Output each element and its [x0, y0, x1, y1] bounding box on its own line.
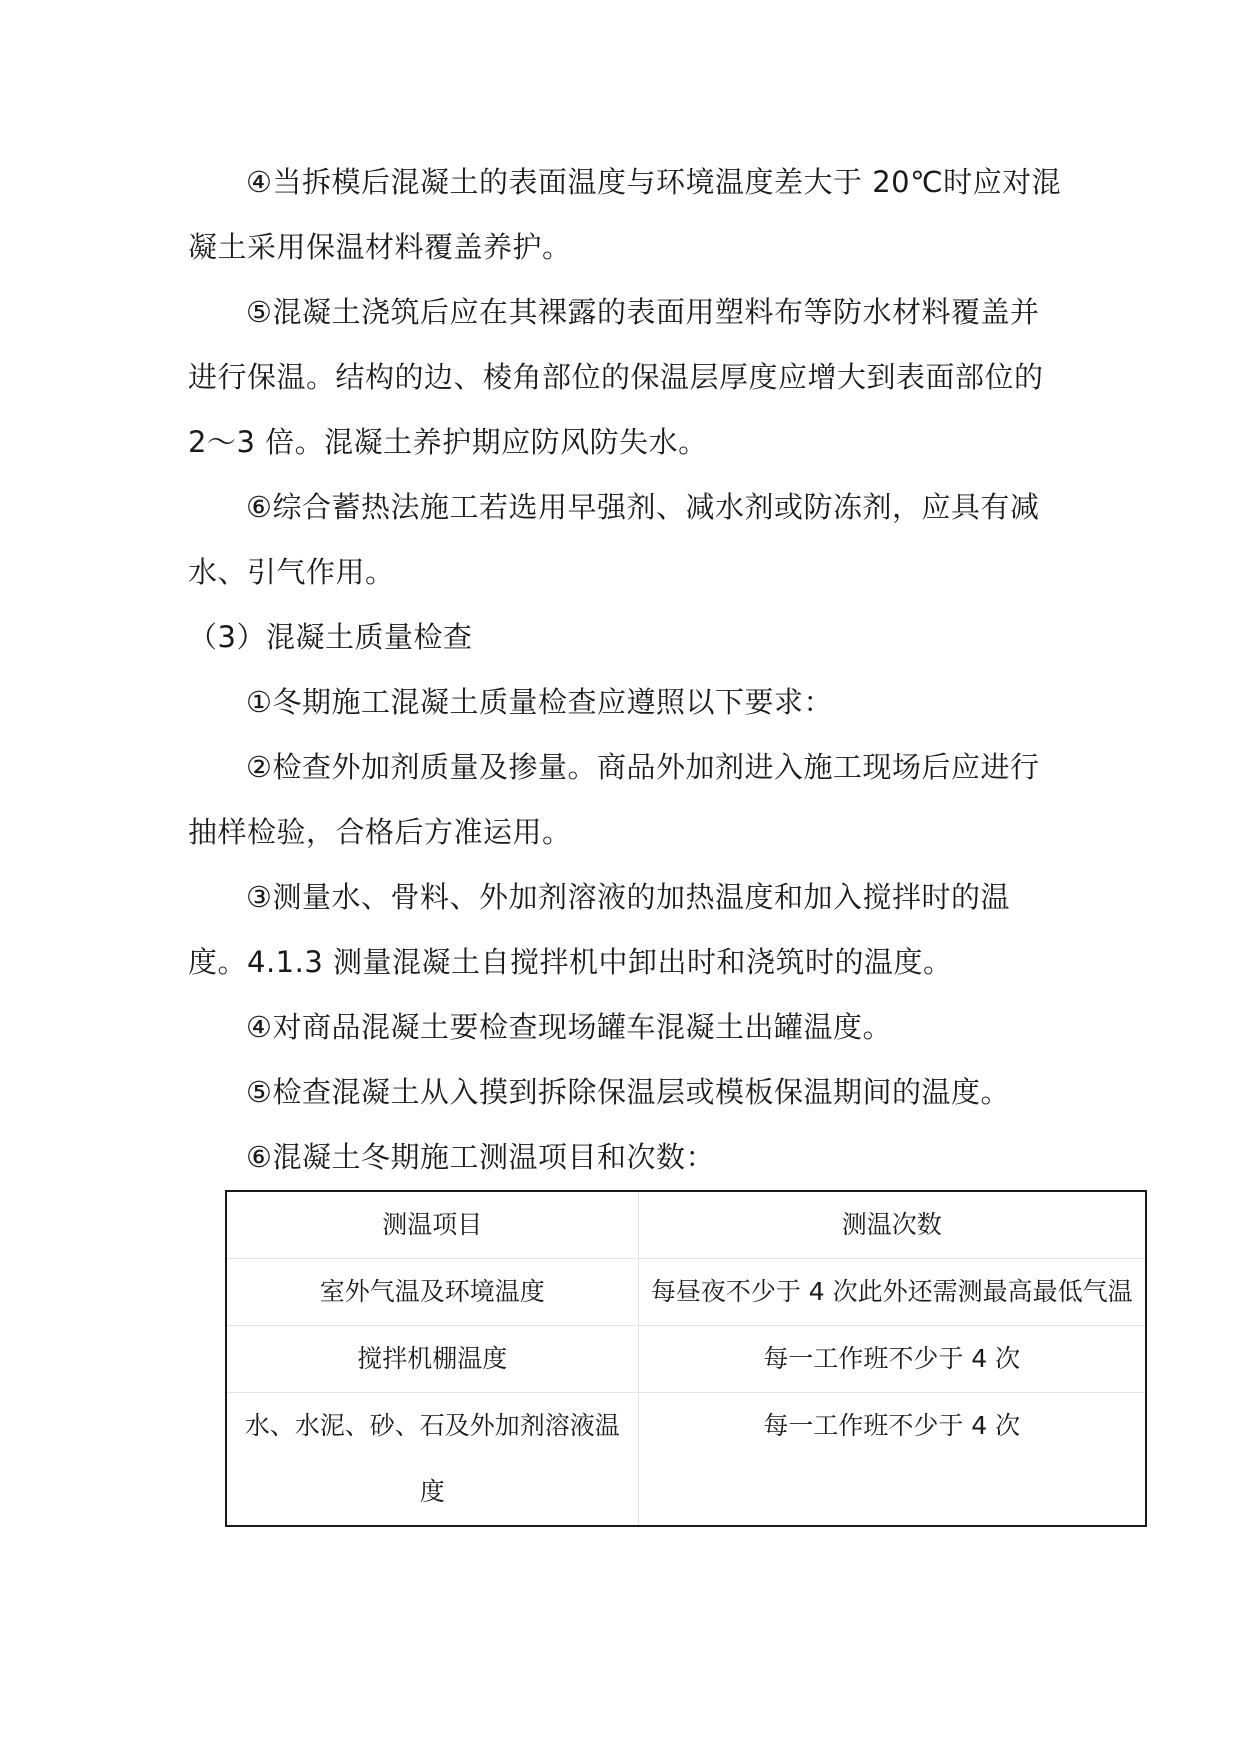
paragraph-temperature-measure: ③测量水、骨料、外加剂溶液的加热温度和加入搅拌时的温度。4.1.3 测量混凝土自搅拌机中卸出时和浇筑时的温度。: [188, 880, 1010, 979]
table-cell-item: 搅拌机棚温度: [226, 1326, 638, 1393]
table-cell-count: 每一工作班不少于 4 次: [638, 1326, 1146, 1393]
paragraph-admixture-check: ②检查外加剂质量及掺量。商品外加剂进入施工现场后应进行抽样检验，合格后方准运用。: [188, 750, 1040, 849]
paragraph-admixture-requirement: ⑥综合蓄热法施工若选用早强剂、减水剂或防冻剂，应具有减水、引气作用。: [188, 490, 1040, 589]
paragraph-demold-temperature: ④当拆模后混凝土的表面温度与环境温度差大于 20℃时应对混凝土采用保温材料覆盖养护。: [188, 165, 1062, 264]
table-cell-item: 水、水泥、砂、石及外加剂溶液温度: [226, 1393, 638, 1527]
table-row: [226, 1393, 1146, 1527]
temperature-measurement-table: [225, 1190, 1147, 1527]
table-cell-item: 室外气温及环境温度: [226, 1259, 638, 1326]
section-heading-quality-check: （3）混凝土质量检查: [188, 620, 473, 654]
paragraph-curing-temperature: ⑤检查混凝土从入摸到拆除保温层或模板保温期间的温度。: [246, 1075, 1010, 1109]
paragraph-quality-requirements: ①冬期施工混凝土质量检查应遵照以下要求：: [246, 685, 833, 719]
table-cell-count: 每昼夜不少于 4 次此外还需测最高最低气温: [638, 1259, 1146, 1326]
temperature-table-wrapper: [225, 1190, 1145, 1527]
table-header-row: [226, 1191, 1146, 1259]
paragraph-truck-temperature: ④对商品混凝土要检查现场罐车混凝土出罐温度。: [246, 1010, 892, 1044]
paragraph-table-intro: ⑥混凝土冬期施工测温项目和次数：: [246, 1140, 715, 1174]
table-row: [226, 1326, 1146, 1393]
table-header-count: 测温次数: [638, 1191, 1146, 1259]
table-cell-count: 每一工作班不少于 4 次: [638, 1393, 1146, 1527]
table-row: [226, 1259, 1146, 1326]
paragraph-insulation-cover: ⑤混凝土浇筑后应在其裸露的表面用塑料布等防水材料覆盖并进行保温。结构的边、棱角部位的保温层厚度应增大到表面部位的 2～3 倍。混凝土养护期应防风防失水。: [188, 295, 1044, 459]
table-header-item: 测温项目: [226, 1191, 638, 1259]
